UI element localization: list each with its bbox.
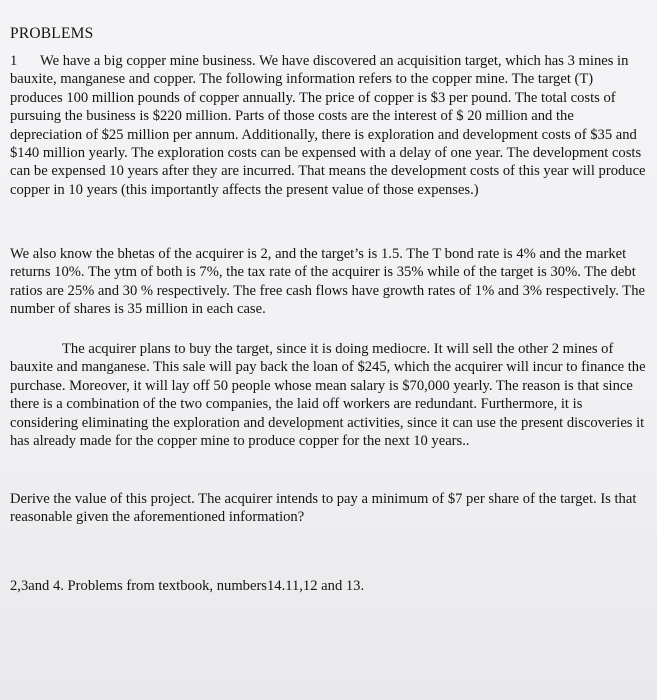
problem-1-paragraph-2: We also know the bhetas of the acquirer is 2, and the target’s is 1.5. The T bond rate is 4% and the market returns 10%. The ytm of both is 7%, the tax rate of the acquirer is 35% while of the target is 30%. The debt ratios are 25% and 30 % respectively. The free cash flows have growth rates of 1% and 3% respectively. The number of shares is 35 million in each case. (10, 246, 645, 318)
problem-number: 1 (10, 53, 18, 69)
section-heading: PROBLEMS (10, 25, 94, 42)
problem-1-paragraph-1 (10, 52, 646, 199)
problem-1-question: Derive the value of this project. The acquirer intends to pay a minimum of $7 per share of the target. Is that reasonable given the aforementioned information? (10, 491, 637, 526)
other-problems-note: 2,3and 4. Problems from textbook, numbers14.11,12 and 13. (10, 578, 365, 594)
problem-1-paragraph-3: The acquirer plans to buy the target, since it is doing mediocre. It will sell the other 2 mines of bauxite and manganese. This sale will pay back the loan of $245, which the acquirer will incur to finance the purchase. Moreover, it will lay off 50 people whose mean salary is $70,000 yearly. The reason is that since there is a combination of the two companies, the laid off workers are redundant. Furthermore, it is considering eliminating the exploration and development activities, since it can use the present discoveries it has already made for the copper mine to produce copper for the next 10 years.. (10, 341, 646, 450)
problem-1-paragraph-1-text: We have a big copper mine business. We have discovered an acquisition target, which has 3 mines in bauxite, manganese and copper. The following information refers to the copper mine. The target (T) produces 100 million pounds of copper annually. The price of copper is $3 per pound. The total costs of pursuing the business is $220 million. Parts of those costs are the interest of $ 20 million and the depreciation of $25 million per annum. Additionally, there is exploration and development costs of $35 and $140 million yearly. The exploration costs can be expensed with a delay of one year. The development costs can be expensed 10 years after they are incurred. That means the development costs of this year will produce copper in 10 years (this importantly affects the present value of those expenses.) (10, 53, 646, 198)
